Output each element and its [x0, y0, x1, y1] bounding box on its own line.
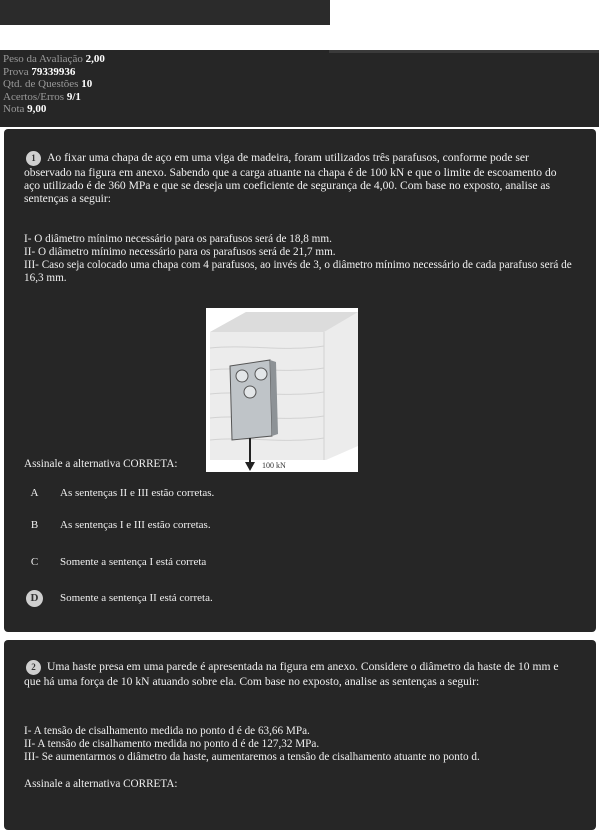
beam-plate-figure: [206, 308, 358, 472]
alternative-text: Somente a sentença I está correta: [60, 556, 207, 568]
nota-value: 9,00: [27, 103, 47, 116]
alternative-b[interactable]: [26, 516, 211, 534]
alternative-letter: A: [30, 487, 39, 499]
q1-assinale-prompt: Assinale a alternativa CORRETA:: [24, 458, 178, 470]
q2-sentence-3: III- Se aumentarmos o diâmetro da haste, aumentaremos a tensão de cisalhamento atuante no ponto d.: [24, 751, 480, 763]
peso-value: 2,00: [85, 53, 105, 65]
q2-sentence-2: II- A tensão de cisalhamento medida no ponto d é de 127,32 MPa.: [24, 738, 320, 750]
q2-assinale-prompt: Assinale a alternativa CORRETA:: [24, 778, 178, 790]
qtd-value: 10: [81, 78, 93, 91]
prova-value: 79339936: [31, 65, 76, 78]
alternative-letter-selected: D: [26, 590, 43, 607]
question-number-badge: 1: [26, 151, 41, 166]
acertos-label: Acertos/Erros: [3, 90, 65, 103]
question-1-text-block: [24, 151, 574, 206]
load-label: 100 kN: [262, 461, 286, 470]
alternative-d-selected[interactable]: [26, 589, 213, 607]
peso-row: [3, 53, 599, 66]
nota-row: [3, 103, 599, 116]
question-2-text-block: [24, 660, 574, 688]
acertos-row: [3, 91, 599, 104]
info-divider: [329, 50, 599, 53]
alternative-c[interactable]: [26, 553, 206, 571]
exam-info-panel: [0, 50, 599, 127]
q1-sentence-3: III- Caso seja colocado uma chapa com 4 parafusos, ao invés de 3, o diâmetro mínimo necessário de cada parafuso será de 16,3 mm.: [24, 259, 572, 284]
top-bar: [0, 0, 330, 25]
acertos-value: 9/1: [66, 90, 81, 103]
q2-sentence-1: I- A tensão de cisalhamento medida no ponto d é de 63,66 MPa.: [24, 725, 310, 737]
alternative-text: As sentenças II e III estão corretas.: [60, 487, 215, 499]
alternative-letter: B: [30, 519, 39, 531]
alternative-text: As sentenças I e III estão corretas.: [60, 519, 211, 531]
alternative-letter: C: [30, 556, 39, 568]
prova-label: Prova: [3, 65, 29, 78]
question-1-text: Ao fixar uma chapa de aço em uma viga de madeira, foram utilizados três parafusos, conforme pode ser observado na figura em anexo. Sabendo que a carga atuante na chapa é de 100 kN e que o limite de escoamento do aço utilizado é de 360 MPa e que se deseja um coeficiente de segurança de 4,00. Com base no exposto, analise as sentenças a seguir:: [24, 151, 557, 206]
q1-sentence-1: I- O diâmetro mínimo necessário para os parafusos será de 18,8 mm.: [24, 233, 332, 245]
question-number-badge: 2: [26, 660, 41, 675]
prova-row: [3, 66, 599, 79]
alternative-a[interactable]: [26, 484, 214, 502]
q1-sentence-2: II- O diâmetro mínimo necessário para os parafusos será de 21,7 mm.: [24, 246, 336, 258]
qtd-label: Qtd. de Questões: [3, 78, 79, 91]
peso-label: Peso da Avaliação: [3, 53, 83, 65]
nota-label: Nota: [3, 103, 25, 116]
question-card-2: [4, 640, 596, 830]
alternative-text: Somente a sentença II está correta.: [60, 592, 213, 604]
question-1-figure: [206, 308, 358, 472]
qtd-row: [3, 78, 599, 91]
question-2-text: Uma haste presa em uma parede é apresentada na figura em anexo. Considere o diâmetro da haste de 10 mm e que há uma força de 10 kN atuando sobre ela. Com base no exposto, analise as sentenças a seguir:: [24, 660, 559, 688]
